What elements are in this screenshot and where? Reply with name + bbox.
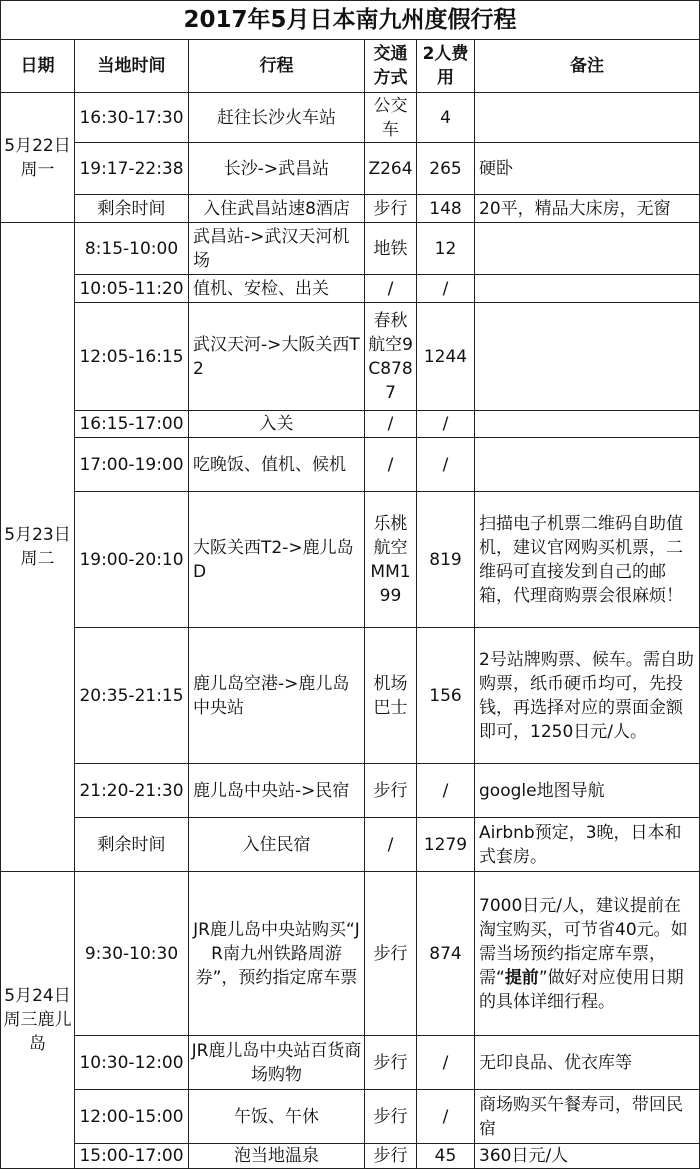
transport-cell: / — [365, 818, 417, 872]
cost-cell: 148 — [417, 195, 475, 223]
note-cell — [475, 93, 700, 143]
note-cell — [475, 411, 700, 438]
table-row — [1, 411, 700, 438]
cost-cell: 4 — [417, 93, 475, 143]
transport-cell: / — [365, 275, 417, 303]
transport-cell: 步行 — [365, 195, 417, 223]
header-route: 行程 — [189, 40, 365, 93]
time-cell: 16:15-17:00 — [75, 411, 189, 438]
time-cell: 12:00-15:00 — [75, 1090, 189, 1144]
time-cell: 19:17-22:38 — [75, 143, 189, 195]
note-cell — [475, 872, 700, 1036]
route-cell: 值机、安检、出关 — [189, 275, 365, 303]
time-cell: 剩余时间 — [75, 195, 189, 223]
route-cell: 入住武昌站速8酒店 — [189, 195, 365, 223]
note-cell — [475, 223, 700, 275]
time-cell: 21:20-21:30 — [75, 764, 189, 818]
cost-cell: 156 — [417, 628, 475, 764]
note-cell: 2号站牌购票、候车。需自助购票，纸币硬币均可，先投钱，再选择对应的票面金额即可，1250日元/人。 — [475, 628, 700, 764]
day-date: 5月22日周一 — [1, 93, 75, 223]
note-cell: 20平，精品大床房，无窗 — [475, 195, 700, 223]
transport-cell: 步行 — [365, 1144, 417, 1169]
time-cell: 10:30-12:00 — [75, 1036, 189, 1090]
transport-cell: 步行 — [365, 872, 417, 1036]
route-cell: 赶往长沙火车站 — [189, 93, 365, 143]
route-cell: 武昌站->武汉天河机场 — [189, 223, 365, 275]
cost-cell: 1279 — [417, 818, 475, 872]
route-cell: 吃晚饭、值机、候机 — [189, 438, 365, 492]
transport-cell: 春秋航空9C8787 — [365, 303, 417, 411]
transport-cell: 机场巴士 — [365, 628, 417, 764]
route-cell: JR鹿儿岛中央站百货商场购物 — [189, 1036, 365, 1090]
route-cell: 大阪关西T2->鹿儿岛D — [189, 492, 365, 628]
table-row — [1, 223, 700, 275]
route-cell: 武汉天河->大阪关西T2 — [189, 303, 365, 411]
cost-cell: / — [417, 438, 475, 492]
cost-cell: 265 — [417, 143, 475, 195]
transport-cell: 步行 — [365, 764, 417, 818]
note-cell: 360日元/人 — [475, 1144, 700, 1169]
header-note: 备注 — [475, 40, 700, 93]
transport-cell: 乐桃航空MM199 — [365, 492, 417, 628]
table-row — [1, 1144, 700, 1169]
route-cell: 长沙->武昌站 — [189, 143, 365, 195]
cost-cell: 874 — [417, 872, 475, 1036]
route-cell: 入住民宿 — [189, 818, 365, 872]
table-row — [1, 764, 700, 818]
table-row — [1, 303, 700, 411]
route-cell: 午饭、午休 — [189, 1090, 365, 1144]
table-row — [1, 1090, 700, 1144]
cost-cell: / — [417, 1036, 475, 1090]
cost-cell: 819 — [417, 492, 475, 628]
note-cell: 硬卧 — [475, 143, 700, 195]
page-title: 2017年5月日本南九州度假行程 — [1, 1, 700, 40]
time-cell: 17:00-19:00 — [75, 438, 189, 492]
time-cell: 15:00-17:00 — [75, 1144, 189, 1169]
time-cell: 12:05-16:15 — [75, 303, 189, 411]
transport-cell: 步行 — [365, 1090, 417, 1144]
transport-cell: 步行 — [365, 1036, 417, 1090]
day-date: 5月23日周二 — [1, 223, 75, 872]
day-date: 5月24日周三鹿儿岛 — [1, 872, 75, 1169]
cost-cell: / — [417, 275, 475, 303]
note-cell: 无印良品、优衣库等 — [475, 1036, 700, 1090]
header-date: 日期 — [1, 40, 75, 93]
time-cell: 剩余时间 — [75, 818, 189, 872]
note-text: 7000日元/人，建议提前在淘宝购买，可节省40元。如需当场预约指定席车票，需“ — [479, 895, 688, 988]
note-cell — [475, 303, 700, 411]
note-emphasis: 提前 — [504, 967, 539, 988]
transport-cell: 地铁 — [365, 223, 417, 275]
table-row — [1, 143, 700, 195]
table-row — [1, 93, 700, 143]
route-cell: JR鹿儿岛中央站购买“JR南九州铁路周游券”，预约指定席车票 — [189, 872, 365, 1036]
time-cell: 10:05-11:20 — [75, 275, 189, 303]
route-cell: 入关 — [189, 411, 365, 438]
table-row — [1, 438, 700, 492]
cost-cell: / — [417, 1090, 475, 1144]
table-row — [1, 872, 700, 1036]
route-cell: 泡当地温泉 — [189, 1144, 365, 1169]
cost-cell: / — [417, 411, 475, 438]
table-row — [1, 492, 700, 628]
route-cell: 鹿儿岛中央站->民宿 — [189, 764, 365, 818]
time-cell: 19:00-20:10 — [75, 492, 189, 628]
time-cell: 20:35-21:15 — [75, 628, 189, 764]
cost-cell: 45 — [417, 1144, 475, 1169]
transport-cell: Z264 — [365, 143, 417, 195]
note-text: ”做好对应使用日期的具体详细行程。 — [479, 967, 684, 1012]
header-local-time: 当地时间 — [75, 40, 189, 93]
note-cell: google地图导航 — [475, 764, 700, 818]
transport-cell: / — [365, 438, 417, 492]
cost-cell: 1244 — [417, 303, 475, 411]
note-cell — [475, 275, 700, 303]
note-cell: 商场购买午餐寿司，带回民宿 — [475, 1090, 700, 1144]
route-cell: 鹿儿岛空港->鹿儿岛中央站 — [189, 628, 365, 764]
time-cell: 8:15-10:00 — [75, 223, 189, 275]
time-cell: 9:30-10:30 — [75, 872, 189, 1036]
table-row — [1, 1036, 700, 1090]
cost-cell: 12 — [417, 223, 475, 275]
table-row — [1, 275, 700, 303]
table-row — [1, 195, 700, 223]
note-cell: 扫描电子机票二维码自助值机，建议官网购买机票，二维码可直接发到自己的邮箱，代理商购票会很麻烦！ — [475, 492, 700, 628]
header-cost: 2人费用 — [417, 40, 475, 93]
table-row — [1, 628, 700, 764]
transport-cell: / — [365, 411, 417, 438]
cost-cell: / — [417, 764, 475, 818]
note-cell: Airbnb预定，3晚，日本和式套房。 — [475, 818, 700, 872]
time-cell: 16:30-17:30 — [75, 93, 189, 143]
transport-cell: 公交车 — [365, 93, 417, 143]
header-transport: 交通方式 — [365, 40, 417, 93]
note-cell — [475, 438, 700, 492]
table-row — [1, 818, 700, 872]
